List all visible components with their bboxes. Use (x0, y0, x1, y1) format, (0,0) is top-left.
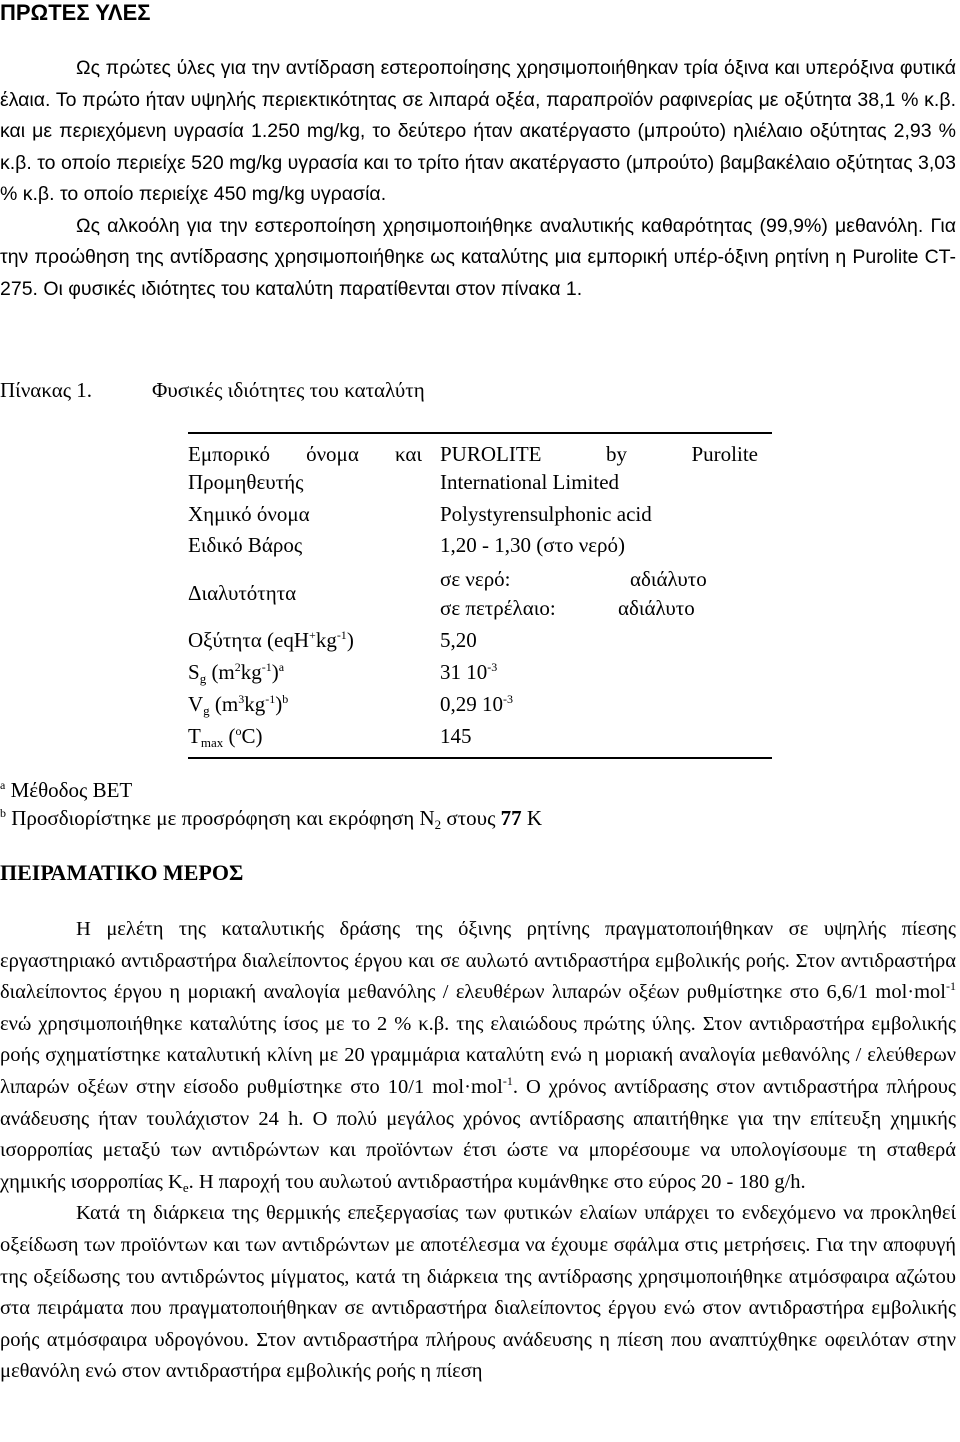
max-temp-label: $T_{max}$ ($^o$C) (188, 724, 263, 750)
acidity-value: 5,20 (440, 628, 477, 652)
table-row (188, 496, 772, 528)
table-row (188, 623, 772, 655)
trade-name-label: Εμπορικό όνομα και Προμηθευτής (188, 442, 422, 494)
raw-materials-paragraph-2: Ως αλκοόλη για την εστεροποίηση χρησιμοποιήθηκε αναλυτικής καθαρότητας (99,9%) μεθανόλη. Για την προώθηση της αντίδρασης χρησιμοποιήθηκε ως καταλύτης μια εμπορική υπέρ-όξινη ρητίνη η Purolite CT-275. Οι φυσικές ιδιότητες του καταλύτη παρατίθενται στον πίνακα 1. (0, 214, 956, 300)
surface-area-value: 31 $10^{-3}$ (440, 660, 498, 684)
specific-gravity-value: 1,20 - 1,30 (στο νερό) (440, 533, 626, 557)
table-label: Πίνακας 1. (0, 378, 93, 402)
table-row (188, 719, 772, 757)
chemical-name-value: Polystyrensulphonic acid (440, 502, 652, 526)
raw-materials-text (0, 53, 956, 305)
section-heading-experimental: ΠΕΙΡΑΜΑΤΙΚΟ ΜΕΡΟΣ (0, 860, 244, 885)
table-row (188, 559, 772, 623)
acidity-label: Οξύτητα $(eqH^+kg^{-1})$ (188, 628, 354, 652)
solubility-value: σε νερό: αδιάλυτο σε πετρέλαιο: αδιάλυτο (440, 567, 707, 620)
table-caption: Φυσικές ιδιότητες του καταλύτη (152, 378, 425, 402)
catalyst-properties-table (188, 432, 772, 759)
table-row (188, 687, 772, 719)
chemical-name-label: Χημικό όνομα (188, 502, 310, 526)
table-row (188, 655, 772, 687)
max-temp-value: 145 (440, 724, 472, 748)
table-row (188, 433, 772, 496)
experimental-paragraph-2: Κατά τη διάρκεια της θερμικής επεξεργασίας των φυτικών ελαίων υπάρχει το ενδεχόμενο να προκληθεί οξείδωση των προϊόντων και των αντιδρώντων με αποτέλεσμα να έχουμε σφάλμα στις μετρήσεις. Για την αποφυγή της οξείδωσης του αντιδρώντος μίγματος, κατά τη διάρκεια της αντίδρασης χρησιμοποιήθηκε ατμόσφαιρα αζώτου στα πειράματα που πραγματοποιήθηκαν σε αντιδραστήρα διαλείποντος έργου ενώ στον αντιδραστήρα εμβολικής ροής ατμόσφαιρα υδρογόνου. Στον αντιδραστήρα πλήρους ανάδευσης η πίεση που αναπτύχθηκε οφειλόταν στην μεθανόλη ενώ στον αντιδραστήρα εμβολικής ροής η πίεση (0, 1202, 956, 1383)
solubility-label: Διαλυτότητα (188, 581, 297, 605)
section-heading-raw-materials: ΠΡΩΤΕΣ ΥΛΕΣ (0, 0, 151, 25)
footnote-b: $^b$ Προσδιορίστηκε με προσρόφηση και εκρόφηση $N_2$ στους 77 K (0, 806, 543, 832)
surface-area-label: $S_g$ $(m^2kg^{-1})^a$ (188, 660, 285, 686)
footnote-a: $^a$ Μέθοδος BET (0, 778, 133, 802)
specific-gravity-label: Ειδικό Βάρος (188, 533, 303, 557)
pore-volume-label: $V_g$ $(m^3kg^{-1})^b$ (188, 692, 289, 718)
table-row (188, 528, 772, 559)
raw-materials-paragraph-1: Ως πρώτες ύλες για την αντίδραση εστεροποίησης χρησιμοποιήθηκαν τρία όξινα και υπερόξινα φυτικά έλαια. Το πρώτο ήταν υψηλής περιεκτικότητας σε λιπαρά οξέα, παραπροϊόν ραφινερίας με οξύτητα 38,1 % κ.β. και με περιεχόμενη υγρασία 1.250 mg/kg, το δεύτερο ήταν ακατέργαστο (μπρούτο) ηλιέλαιο οξύτητας 2,93 % κ.β. το οποίο περιείχε 520 mg/kg υγρασία και το τρίτο ήταν ακατέργαστο (μπρούτο) βαμβακέλαιο οξύτητας 3,03 % κ.β. το οποίο περιείχε 450 mg/kg υγρασία. (0, 57, 956, 205)
experimental-text (0, 914, 956, 1388)
trade-name-value: PUROLITE by Purolite International Limited (440, 442, 758, 494)
pore-volume-value: 0,29 $10^{-3}$ (440, 692, 513, 716)
experimental-paragraph-1: Η μελέτη της καταλυτικής δράσης της όξινης ρητίνης πραγματοποιήθηκαν σε υψηλής πίεσης εργαστηριακό αντιδραστήρα διαλείποντος έργου και σε αυλωτό αντιδραστήρα εμβολικής ροής. Στον αντιδραστήρα διαλείποντος έργου η μοριακή αναλογία μεθανόλης / ελευθέρων λιπαρών οξέων ρυθμίστηκε στο 6,6/1 mol·mol$^{-1}$ ενώ χρησιμοποιήθηκε καταλύτης ίσος με το 2 % κ.β. της ελαιώδους πρώτης ύλης. Στον αντιδραστήρα εμβολικής ροής σχηματίστηκε καταλυτική κλίνη με 20 γραμμάρια καταλύτη ενώ η μοριακή αναλογία μεθανόλης / ελεύθερων λιπαρών οξέων στην είσοδο ρυθμίστηκε στο 10/1 mol·mol$^{-1}$. Ο χρόνος αντίδρασης στον αντιδραστήρα πλήρους ανάδευσης ήταν τουλάχιστον 24 h. Ο πολύ μεγάλος χρόνος αντίδρασης απαιτήθηκε για την επίτευξη χημικής ισορροπίας μεταξύ των αντιδρώντων και προϊόντων έτσι ώστε να μπορέσουμε να υπολογίσουμε τη σταθερά χημικής ισορροπίας $K_e$. Η παροχή του αυλωτού αντιδραστήρα κυμάνθηκε στο εύρος 20 - 180 g/h. (0, 918, 956, 1195)
